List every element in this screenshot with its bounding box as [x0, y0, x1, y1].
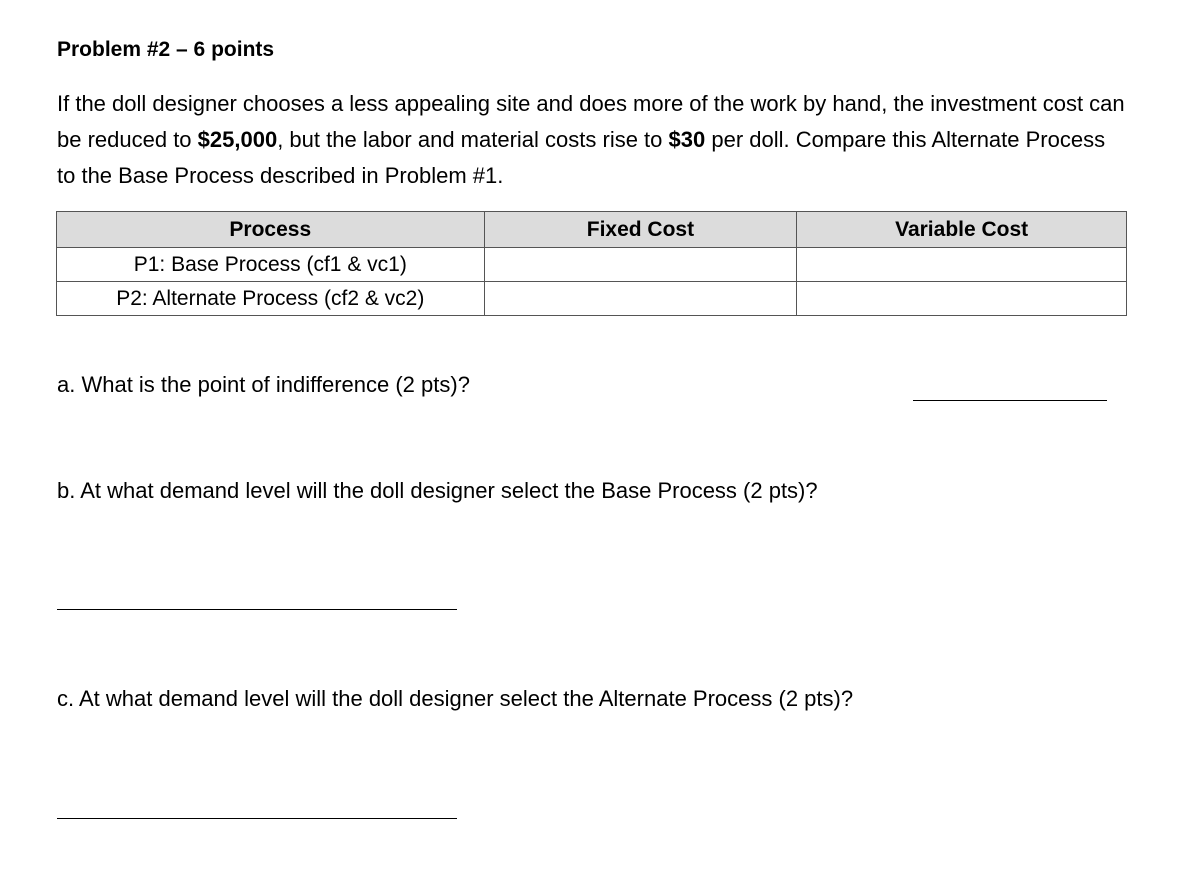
- question-c: c. At what demand level will the doll designer select the Alternate Process (2 pts)?: [57, 686, 854, 711]
- table-row: [57, 282, 1127, 316]
- cell-fixed-cost[interactable]: [484, 248, 797, 282]
- cell-variable-cost[interactable]: [797, 248, 1127, 282]
- header-variable-cost: Variable Cost: [797, 212, 1127, 248]
- table-row: [57, 248, 1127, 282]
- question-b: b. At what demand level will the doll designer select the Base Process (2 pts)?: [57, 478, 818, 503]
- unit-cost-value: $30: [668, 127, 706, 152]
- cell-variable-cost[interactable]: [797, 282, 1127, 316]
- header-process: Process: [57, 212, 485, 248]
- table-header-row: [57, 212, 1127, 248]
- cost-table: [56, 211, 1127, 316]
- cell-fixed-cost[interactable]: [484, 282, 797, 316]
- investment-cost-value: $25,000: [197, 127, 278, 152]
- header-fixed-cost: Fixed Cost: [484, 212, 797, 248]
- question-a: a. What is the point of indifference (2 pts)?: [57, 372, 470, 397]
- problem-description: [57, 86, 1127, 194]
- description-text-3: per doll. Compare this Alternate Process to the Base Process described in Problem #1.: [57, 127, 1106, 188]
- description-text-2: , but the labor and material costs rise to: [277, 127, 669, 152]
- cell-process: P1: Base Process (cf1 & vc1): [57, 248, 485, 282]
- problem-title: Problem #2 – 6 points: [57, 38, 275, 61]
- description-text-1: If the doll designer chooses a less appealing site and does more of the work by hand, the investment cost can be reduced to: [57, 91, 1125, 152]
- answer-line-a[interactable]: [913, 400, 1107, 401]
- answer-line-c[interactable]: [57, 818, 457, 819]
- answer-line-b[interactable]: [57, 609, 457, 610]
- cell-process: P2: Alternate Process (cf2 & vc2): [57, 282, 485, 316]
